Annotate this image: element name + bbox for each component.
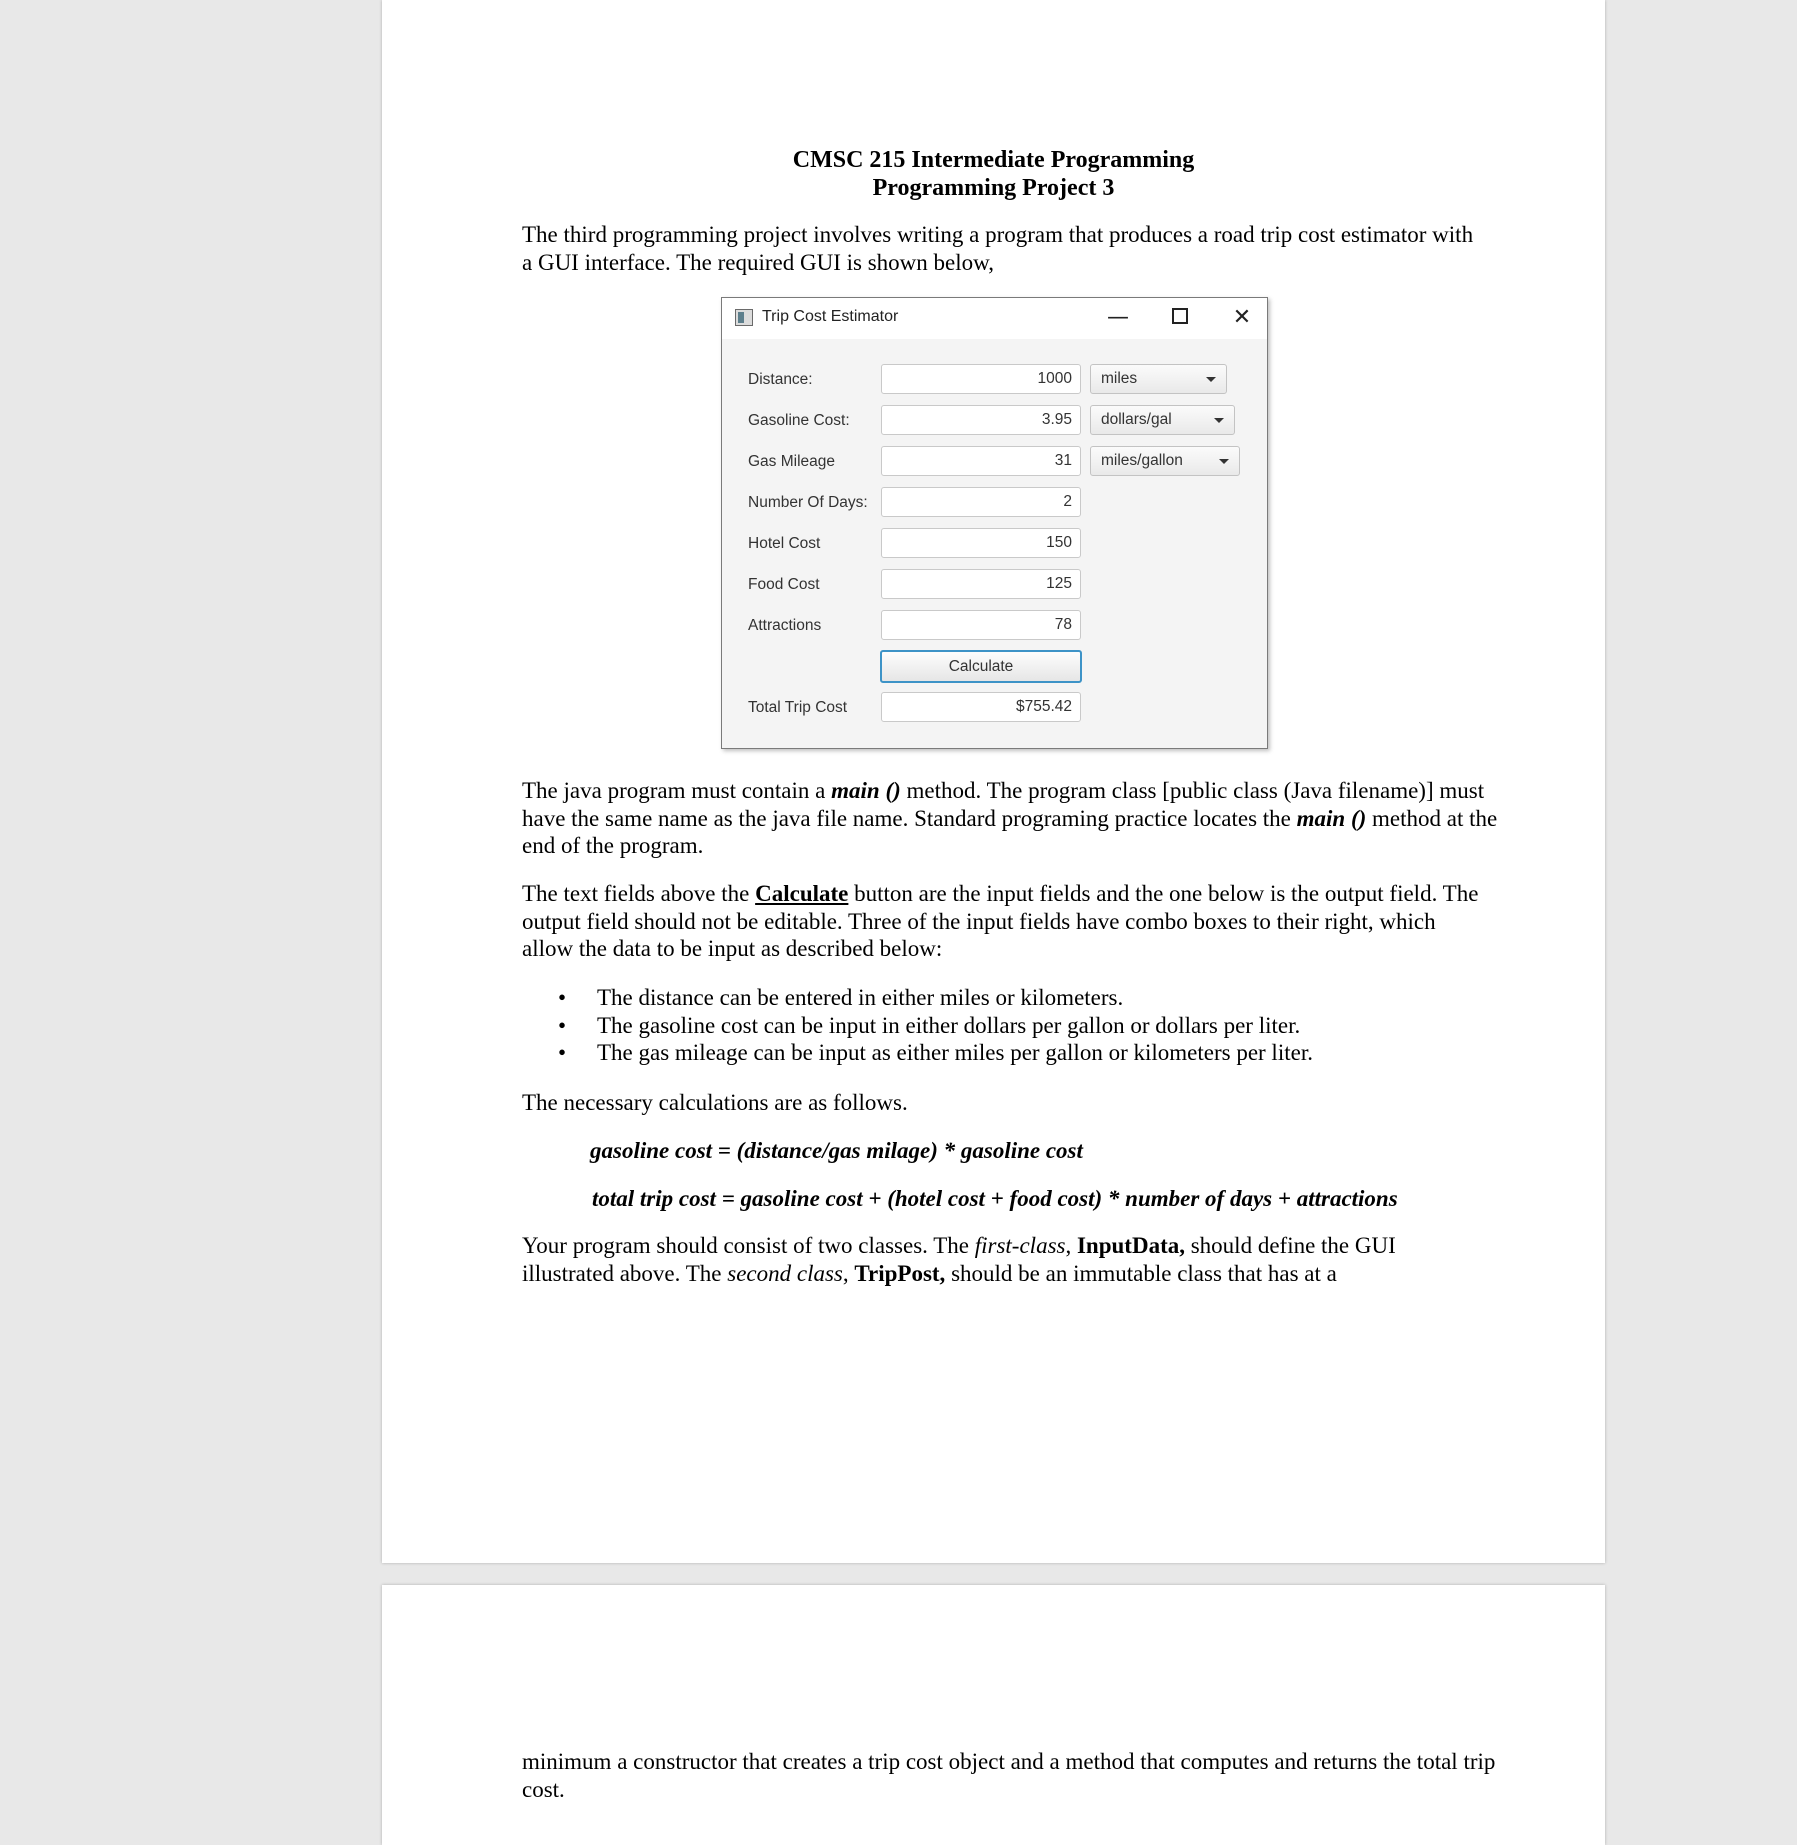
page2-paragraph: minimum a constructor that creates a trip cost object and a method that computes and returns the total trip cost.: [522, 1749, 1496, 1802]
attractions-label: Attractions: [748, 617, 822, 634]
classes-paragraph: [522, 1232, 1482, 1287]
number-of-days-label: Number Of Days:: [748, 494, 868, 511]
number-of-days-input[interactable]: 2: [881, 487, 1081, 517]
classes-para-text-1: Your program should consist of two classes. The: [522, 1233, 975, 1258]
window-title: Trip Cost Estimator: [762, 308, 899, 325]
calculations-intro: The necessary calculations are as follows.: [522, 1090, 908, 1115]
gas-mileage-label: Gas Mileage: [748, 453, 836, 470]
mileage-unit-combo[interactable]: [1090, 446, 1240, 476]
maximize-button[interactable]: [1160, 302, 1200, 334]
inputdata-term: InputData,: [1076, 1233, 1185, 1258]
main-method-term-1: main (): [831, 778, 901, 803]
document-page-1: [382, 0, 1605, 1563]
first-class-term: first-class: [974, 1233, 1066, 1258]
gasoline-unit-combo[interactable]: [1090, 405, 1235, 435]
fields-para-text-1: The text fields above the: [522, 881, 756, 906]
trip-cost-estimator-window: [721, 297, 1268, 749]
distance-input[interactable]: 1000: [881, 364, 1081, 394]
classes-para-text-2: ,: [1065, 1233, 1077, 1258]
fields-para-text-2: button are the input fields and the one below is the output field. The output field should not be editable. Three of the input fields have combo boxes to their right, which allow the data to be input as described below:: [522, 881, 1479, 961]
list-item: • The gas mileage can be input as either miles per gallon or kilometers per liter.: [522, 1039, 1482, 1067]
distance-unit-value: miles: [1101, 370, 1138, 387]
list-item: • The gasoline cost can be input in either dollars per gallon or dollars per liter.: [522, 1012, 1482, 1040]
calculate-button[interactable]: Calculate: [880, 650, 1082, 683]
main-para-text-2: method. The program class [public class (Java filename)] must have the same name as the java file name. Standard programing practice locates the: [522, 778, 1485, 831]
main-para-text-3: method at the end of the program.: [522, 805, 1498, 858]
food-cost-input[interactable]: 125: [881, 569, 1081, 599]
trippost-term: TripPost,: [854, 1260, 946, 1286]
app-icon: [735, 309, 753, 326]
fields-paragraph: [522, 880, 1482, 963]
distance-label: Distance:: [748, 371, 813, 388]
total-trip-cost-output: $755.42: [881, 692, 1081, 722]
main-method-term-2: main (): [1296, 805, 1367, 831]
minimize-button[interactable]: —: [1107, 305, 1129, 330]
calculate-term: Calculate: [755, 881, 849, 906]
gas-mileage-input[interactable]: 31: [881, 446, 1081, 476]
hotel-cost-input[interactable]: 150: [881, 528, 1081, 558]
gasoline-cost-input[interactable]: 3.95: [881, 405, 1081, 435]
intro-paragraph: The third programming project involves writing a program that produces a road trip cost estimator with a GUI interface. The required GUI is shown below,: [522, 222, 1474, 275]
unit-options-list: [522, 984, 1482, 1067]
maximize-icon: [1172, 308, 1188, 324]
gasoline-cost-label: Gasoline Cost:: [748, 412, 850, 429]
classes-para-text-4: ,: [842, 1260, 855, 1286]
classes-para-text-5: should be an immutable class that has at a: [945, 1260, 1337, 1286]
second-class-term: second class: [727, 1260, 843, 1286]
document-page-2: [382, 1585, 1605, 1845]
close-button[interactable]: ✕: [1232, 305, 1252, 330]
hotel-cost-label: Hotel Cost: [748, 535, 821, 552]
document-title: [382, 146, 1605, 202]
food-cost-label: Food Cost: [748, 576, 820, 593]
list-item: • The distance can be entered in either miles or kilometers.: [522, 984, 1482, 1012]
attractions-input[interactable]: 78: [881, 610, 1081, 640]
main-para-text-1: The java program must contain a: [522, 778, 832, 803]
window-titlebar: [722, 298, 1267, 339]
total-trip-cost-label: Total Trip Cost: [748, 699, 848, 716]
chevron-down-icon: [1206, 377, 1216, 382]
mileage-unit-value: miles/gallon: [1101, 452, 1183, 469]
chevron-down-icon: [1214, 418, 1224, 423]
gasoline-cost-formula: gasoline cost = (distance/gas milage) * gasoline cost: [590, 1138, 1083, 1163]
chevron-down-icon: [1219, 459, 1229, 464]
classes-para-text-3: should define the GUI illustrated above. The: [522, 1233, 1396, 1286]
title-line-1: CMSC 215 Intermediate Programming: [792, 147, 1195, 173]
main-method-paragraph: [522, 777, 1502, 860]
title-line-2: Programming Project 3: [872, 175, 1115, 201]
gasoline-unit-value: dollars/gal: [1101, 411, 1172, 428]
total-trip-cost-formula: total trip cost = gasoline cost + (hotel cost + food cost) * number of days + attractions: [592, 1186, 1398, 1211]
distance-unit-combo[interactable]: [1090, 364, 1227, 394]
